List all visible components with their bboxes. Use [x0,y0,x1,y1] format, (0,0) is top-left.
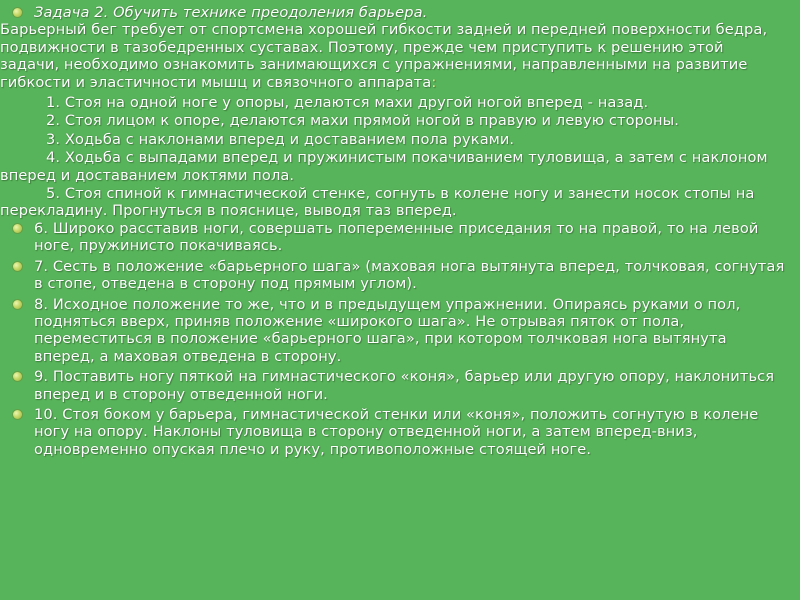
exercise-item [34,368,786,403]
exercise-item [34,296,786,366]
bullet-icon [13,410,22,419]
sub-item-text: 3. Ходьба с наклонами вперед и доставанием пола руками. [46,130,515,148]
sub-item-text: 4. Ходьба с выпадами вперед и пружинистым покачиванием туловища, а затем с наклоном вперед и доставанием локтями пола. [0,149,768,184]
exercise-text: 10. Стоя боком у барьера, гимнастической стенки или «коня», положить согнутую в колене ногу на опору. Наклоны туловища в сторону отведенной ноги, а затем вперед-вниз, одновременно опуская плечо и руку, противоположные стоящей ноге. [34,405,759,458]
title-item [34,4,786,21]
exercise-text: 8. Исходное положение то же, что и в предыдущем упражнении. Опираясь руками о пол, подняться вверх, приняв положение «широкого шага». Не отрывая пяток от пола, переместиться в положение «барьерного шага», при котором толчковая нога вытянута вперед, а маховая отведена в сторону. [34,295,741,365]
exercise-text: 9. Поставить ногу пяткой на гимнастического «коня», барьер или другую опору, наклониться вперед и в сторону отведенной ноги. [34,368,775,403]
exercise-item [34,406,786,458]
sub-item [0,185,786,220]
sub-item-text: 1. Стоя на одной ноге у опоры, делаются махи другой ногой вперед - назад. [46,94,649,112]
bullet-icon [13,300,22,309]
sub-item [0,131,786,148]
exercise-text: 6. Широко расставив ноги, совершать попеременные приседания то на правой, то на левой ноге, пружинисто покачиваясь. [34,219,759,255]
slide-content [0,4,786,458]
exercise-item [34,220,786,255]
task-title: Задача 2. Обучить технике преодоления барьера. [34,4,428,21]
intro-colon: : [431,73,437,91]
exercise-item [34,258,786,293]
bullet-icon [13,8,22,17]
bullet-icon [13,372,22,381]
sub-item-text: 2. Стоя лицом к опоре, делаются махи прямой ногой в правую и левую стороны. [46,112,679,130]
bullet-icon [13,262,22,271]
bullet-icon [13,224,22,233]
sub-item [0,149,786,184]
intro-text: Барьерный бег требует от спортсмена хорошей гибкости задней и передней поверхности бедра, подвижности в тазобедренных суставах. Поэтому, прежде чем приступить к решению этой задачи, необходимо ознакомить занимающихся с упражнениями, направленными на развитие гибкости и эластичности мышц и связочного аппарата [0,21,768,91]
sub-item [0,94,786,111]
sub-item-text: 5. Стоя спиной к гимнастической стенке, согнуть в колене ногу и занести носок стопы на перекладину. Прогнуться в пояснице, выводя таз вперед. [0,185,755,220]
exercise-text: 7. Сесть в положение «барьерного шага» (маховая нога вытянута вперед, толчковая, согнутая в стопе, отведена в сторону под прямым углом). [34,257,785,293]
intro-paragraph [0,21,786,91]
sub-item [0,112,786,129]
